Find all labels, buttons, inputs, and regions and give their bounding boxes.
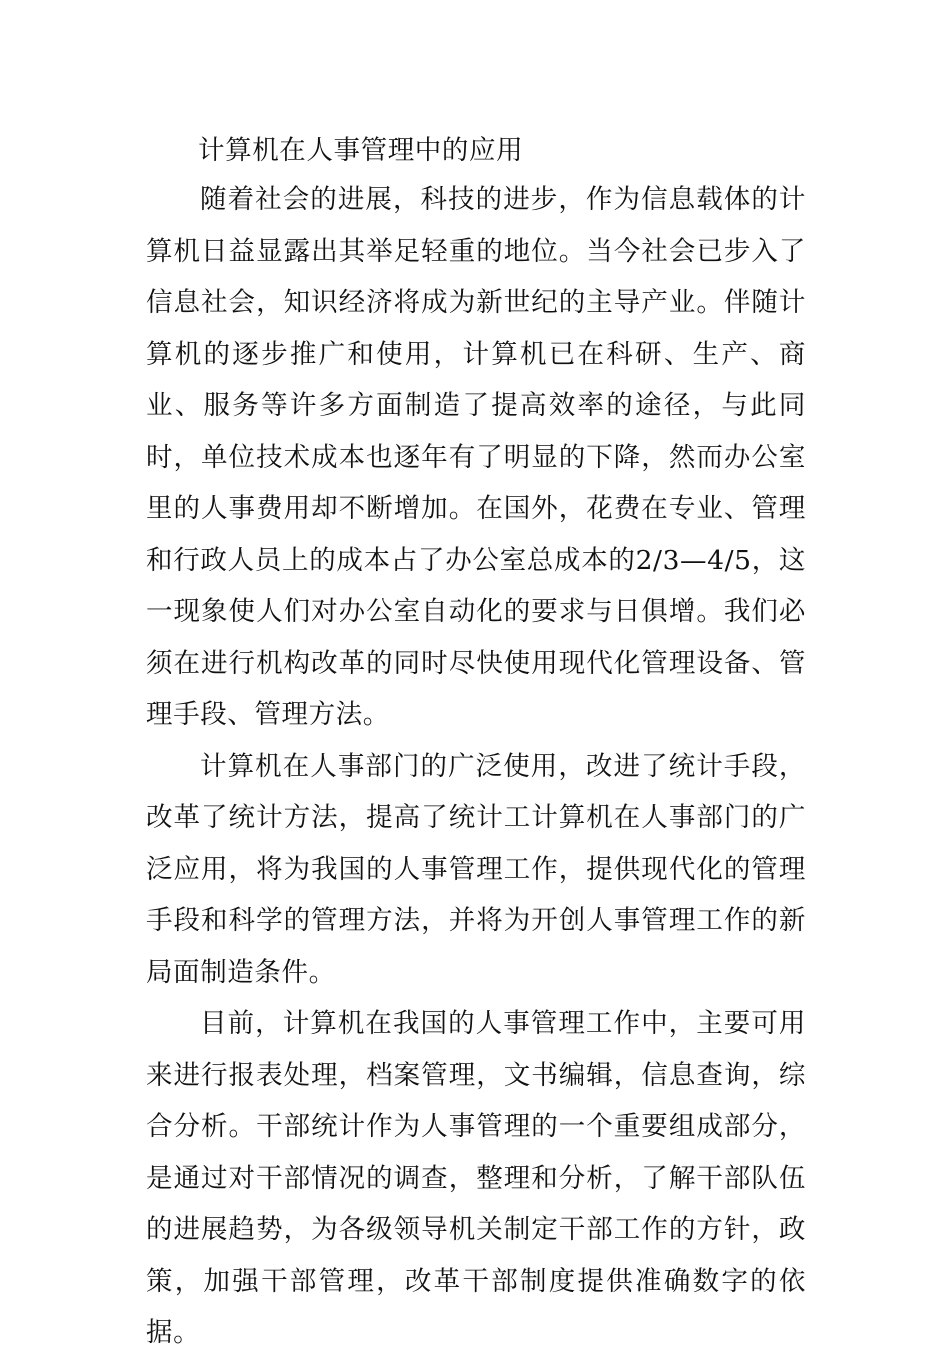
document-page bbox=[146, 128, 806, 1359]
document-title: 计算机在人事管理中的应用 bbox=[198, 135, 524, 166]
paragraph-3: 目前，计算机在我国的人事管理工作中，主要可用来进行报表处理，档案管理，文书编辑，信息查询，综合分析。干部统计作为人事管理的一个重要组成部分，是通过对干部情况的调查，整理和分析，了解干部队伍的进展趋势，为各级领导机关制定干部工作的方针，政策，加强干部管理，改革干部制度提供准确数字的依据。 bbox=[146, 1008, 806, 1348]
paragraph-1: 随着社会的进展，科技的进步，作为信息载体的计算机日益显露出其举足轻重的地位。当今社会已步入了信息社会，知识经济将成为新世纪的主导产业。伴随计算机的逐步推广和使用，计算机已在科研、生产、商业、服务等许多方面制造了提高效率的途径，与此同时，单位技术成本也逐年有了明显的下降，然而办公室里的人事费用却不断增加。在国外，花费在专业、管理和行政人员上的成本占了办公室总成本的2/3—4/5，这一现象使人们对办公室自动化的要求与日俱增。我们必须在进行机构改革的同时尽快使用现代化管理设备、管理手段、管理方法。 bbox=[146, 184, 806, 730]
paragraph-2: 计算机在人事部门的广泛使用，改进了统计手段，改革了统计方法，提高了统计工计算机在人事部门的广泛应用，将为我国的人事管理工作，提供现代化的管理手段和科学的管理方法，并将为开创人事管理工作的新局面制造条件。 bbox=[146, 750, 806, 988]
